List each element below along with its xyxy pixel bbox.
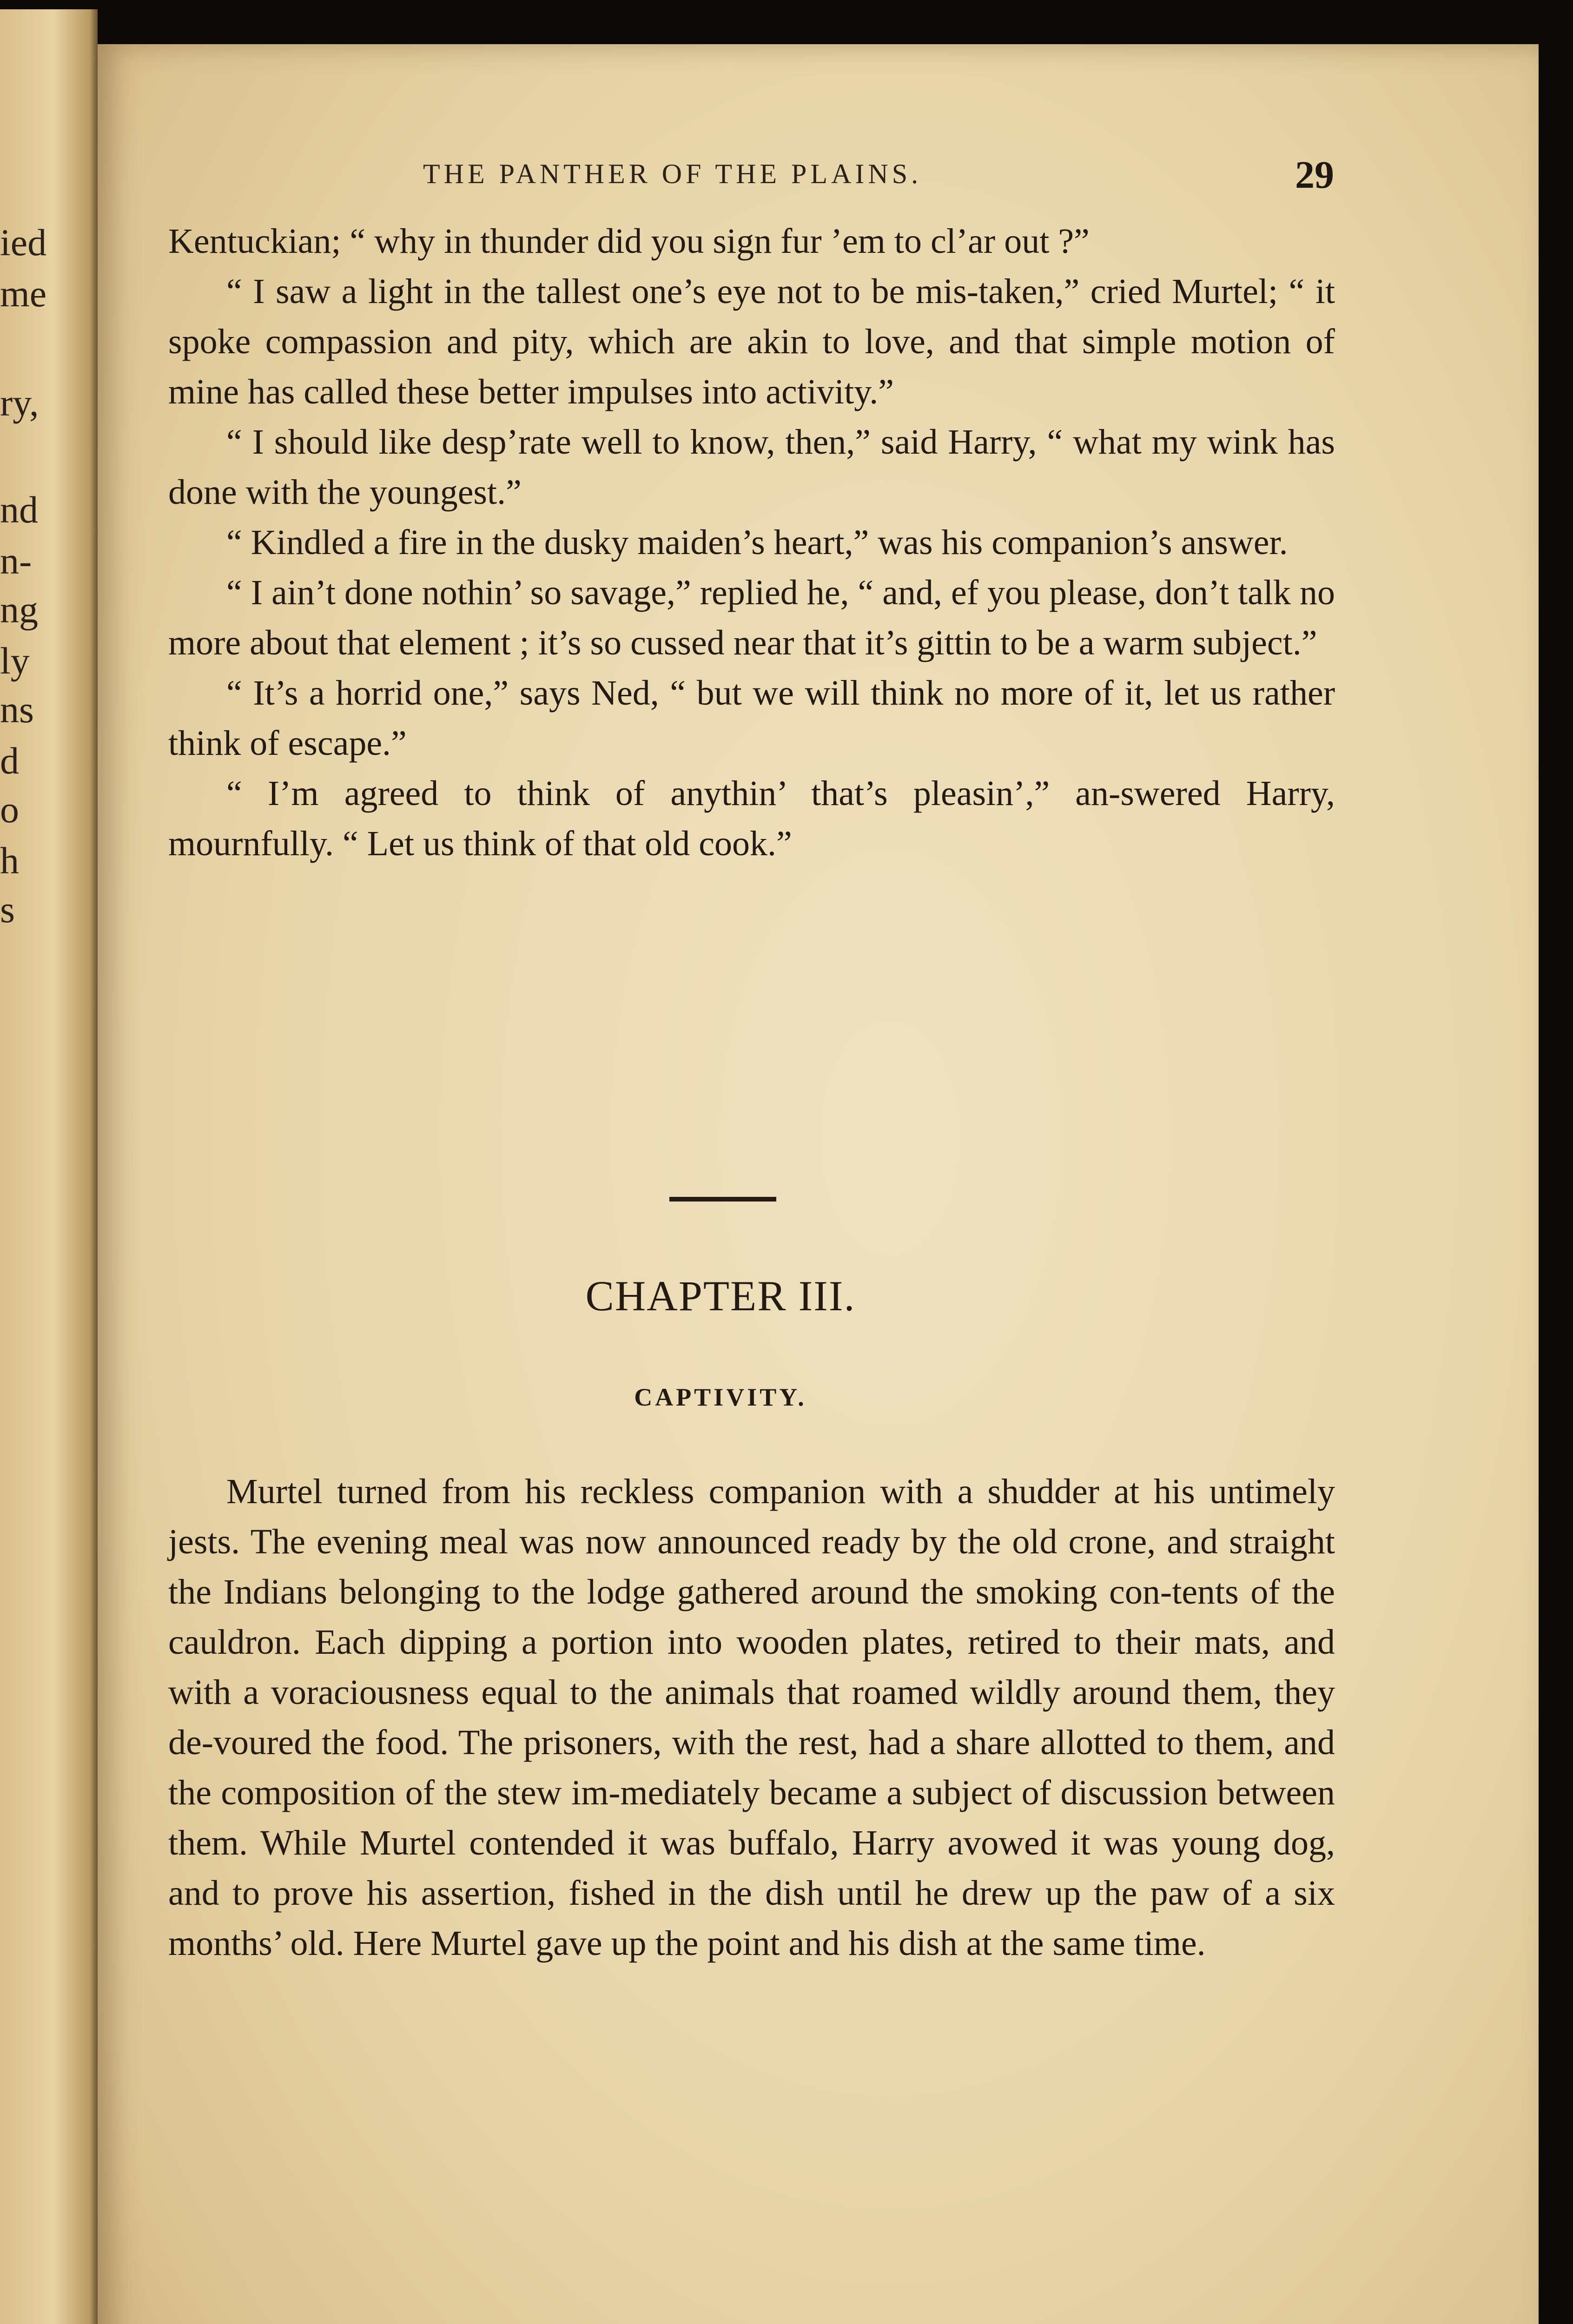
previous-page-fragment: s	[0, 888, 15, 931]
previous-page-fragment: nd	[0, 489, 38, 531]
page-number: 29	[1295, 153, 1334, 197]
book-page	[98, 44, 1539, 2324]
paragraph: “ Kindled a fire in the dusky maiden’s heart,” was his companion’s answer.	[226, 523, 1288, 562]
paragraph: “ I’m agreed to think of anythin’ that’s pleasin’,” an-swered Harry, mournfully. “ Let us think of that old cook.”	[168, 774, 1335, 863]
previous-page-fragment: ly	[0, 640, 30, 682]
paragraph: “ I saw a light in the tallest one’s eye not to be mis-taken,” cried Murtel; “ it spoke compassion and pity, which are akin to love, and that simple motion of mine has called these better impulses into activity.”	[168, 272, 1335, 411]
paragraph: “ I should like desp’rate well to know, then,” said Harry, “ what my wink has done with the youngest.”	[168, 423, 1335, 512]
running-header	[98, 153, 1539, 214]
chapter-heading: CHAPTER III.	[585, 1272, 856, 1320]
paragraph: Kentuckian; “ why in thunder did you sign fur ’em to cl’ar out ?”	[168, 222, 1090, 261]
previous-page-fragment: o	[0, 788, 19, 831]
paragraph: “ I ain’t done nothin’ so savage,” replied he, “ and, ef you please, don’t talk no more about that element ; it’s so cussed near that it’s gittin to be a warm subject.”	[168, 573, 1335, 662]
body-text-bottom	[168, 1466, 1335, 1968]
paragraph: “ It’s a horrid one,” says Ned, “ but we will think no more of it, let us rather think of escape.”	[168, 673, 1335, 763]
previous-page-fragment: me	[0, 272, 47, 315]
previous-page-edge	[0, 9, 98, 2324]
section-rule	[669, 1197, 776, 1202]
previous-page-fragment: ry,	[0, 382, 39, 424]
running-title: THE PANTHER OF THE PLAINS.	[423, 158, 922, 189]
previous-page-fragment: n-	[0, 540, 32, 582]
body-text-top	[168, 216, 1335, 869]
previous-page-fragment: ns	[0, 688, 34, 731]
previous-page-fragment: ied	[0, 221, 47, 264]
paragraph: Murtel turned from his reckless companion with a shudder at his untimely jests. The evening meal was now announced ready by the old crone, and straight the Indians belonging to the lodge gathered around the smoking con-tents of the cauldron. Each dipping a portion into wooden plates, retired to their mats, and with a voraciousness equal to the animals that roamed wildly around them, they de-voured the food. The prisoners, with the rest, had a share allotted to them, and the composition of the stew im-mediately became a subject of discussion between them. While Murtel contended it was buffalo, Harry avowed it was young dog, and to prove his assertion, fished in the dish until he drew up the paw of a six months’ old. Here Murtel gave up the point and his dish at the same time.	[168, 1472, 1335, 1963]
previous-page-fragment: ng	[0, 588, 38, 631]
chapter-subtitle: CAPTIVITY.	[634, 1383, 807, 1411]
previous-page-fragment: d	[0, 739, 19, 782]
previous-page-fragment: h	[0, 839, 19, 882]
